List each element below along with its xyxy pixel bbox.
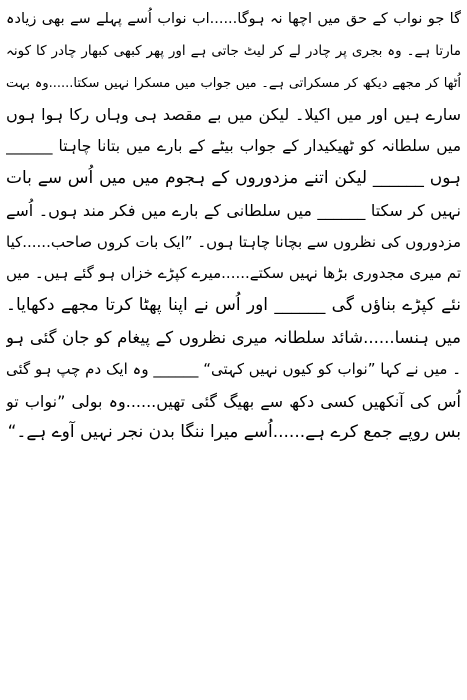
text-line: میں ہنسا......شائد سلطانہ میری نظروں کے پیغام کو جان گئی ہو [6,327,461,347]
text-line: گا جو نواب کے حق میں اچھا نہ ہوگا......اب نواب اُسے پہلے سے بھی زیادہ [6,11,461,27]
text-line: تم میری مجدوری بڑھا نہیں سکتے......میرے کپڑے خزاں ہو گئے ہیں۔ میں [6,264,461,283]
text-line: نہیں کر سکتا ______ میں سلطانی کے بارے میں فکر مند ہوں۔ اُسے [6,200,461,220]
text-line: اُس کی آنکھیں کسی دکھ سے بھیگ گئی تھیں......وہ بولی ”نواب تو [6,391,461,411]
text-line: بس روپے جمع کرے ہے......اُسے میرا ننگا بدن نجر نہیں آوے ہے۔“ [7,422,461,443]
text-line: ہوں ______ لیکن اتنے مزدوروں کے ہجوم میں میں اُس سے بات [6,167,461,188]
text-line: اُٹھا کر مجھے دیکھ کر مسکراتی ہے۔ میں جواب میں مسکرا نہیں سکتا......وہ بہت [6,75,461,91]
text-line: نئے کپڑے بناؤں گی ______ اور اُس نے اپنا پھٹا کرتا مجھے دکھایا۔ [6,295,461,316]
text-line: ۔ میں نے کہا ”نواب کو کیوں نہیں کہتی“ ______ وہ ایک دم چپ ہو گئی [6,359,461,378]
text-line: مارتا ہے۔ وہ بجری پر چادر لے کر لیٹ جاتی ہے اور پھر کبھی کبھار چادر کا کونہ [6,42,461,59]
text-line: مزدوروں کی نظروں سے بچانا چاہتا ہوں۔ ”ایک بات کروں صاحب......کیا [6,232,461,251]
text-line: سارے ہیں اور میں اکیلا۔ لیکن میں بے مقصد ہی وہاں رکا ہوا ہوں [6,105,461,125]
text-line: میں سلطانہ کو ٹھیکیدار کے جواب بیٹے کے بارے میں بتانا چاہتا ______ [6,137,461,156]
